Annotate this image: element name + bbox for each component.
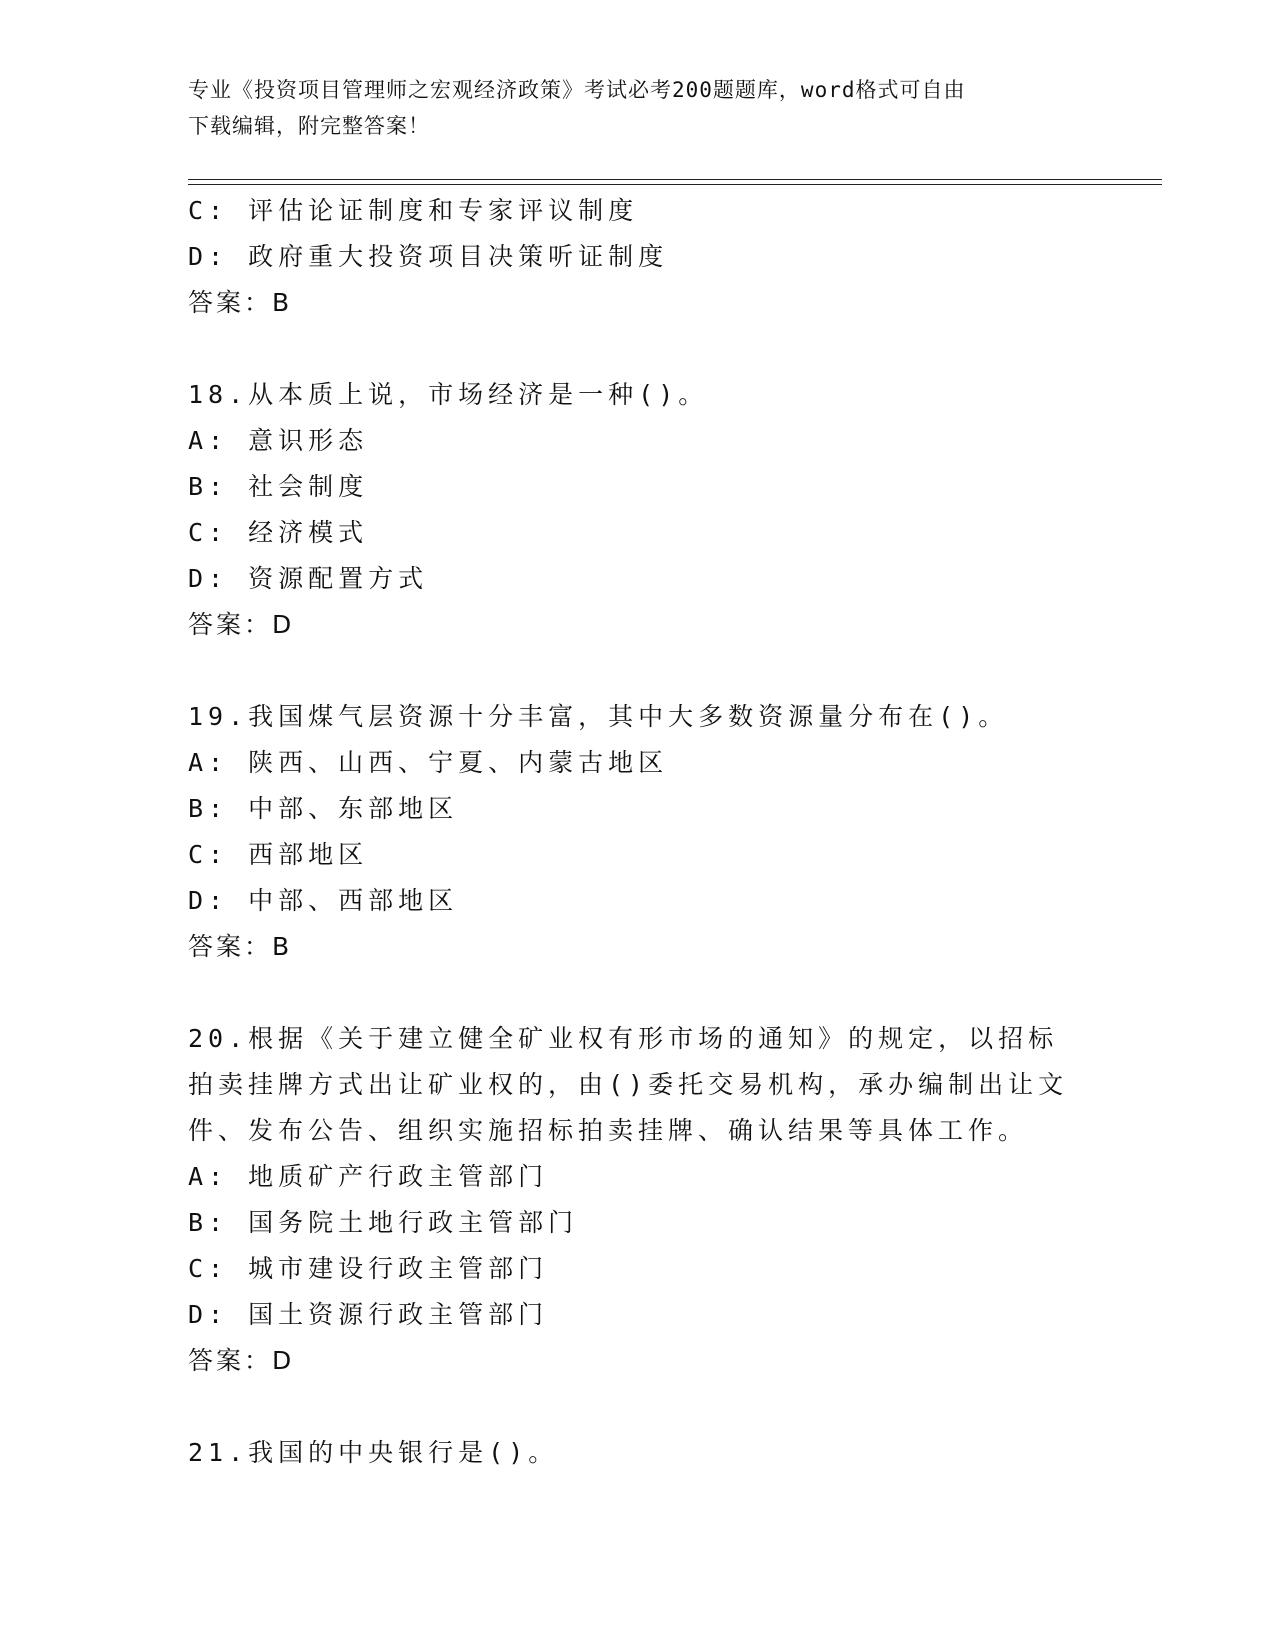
question-text: 20.根据《关于建立健全矿业权有形市场的通知》的规定，以招标拍卖挂牌方式出让矿业权的，由()委托交易机构，承办编制出让文件、发布公告、组织实施招标拍卖挂牌、确认结果等具体工作。 — [188, 1024, 1069, 1145]
spacer — [188, 970, 1088, 1016]
question-17-partial — [188, 188, 1088, 326]
question-19 — [188, 694, 1088, 970]
option-a: A: 地质矿产行政主管部门 — [188, 1162, 549, 1191]
answer-line: 答案：D — [188, 1346, 295, 1375]
answer-line: 答案：B — [188, 288, 293, 317]
option-a: A: 陕西、山西、宁夏、内蒙古地区 — [188, 748, 669, 777]
question-text: 18.从本质上说，市场经济是一种()。 — [188, 380, 709, 409]
question-18 — [188, 372, 1088, 648]
answer-line: 答案：D — [188, 610, 295, 639]
option-b: B: 中部、东部地区 — [188, 794, 459, 823]
answer-line: 答案：B — [188, 932, 293, 961]
option-d: D: 资源配置方式 — [188, 564, 429, 593]
option-a: A: 意识形态 — [188, 426, 369, 455]
document-header — [188, 72, 1088, 144]
option-d: D: 国土资源行政主管部门 — [188, 1300, 549, 1329]
question-text: 21.我国的中央银行是()。 — [188, 1438, 559, 1467]
option-d: D: 中部、西部地区 — [188, 886, 459, 915]
option-b: B: 国务院土地行政主管部门 — [188, 1208, 579, 1237]
header-line-2: 下载编辑，附完整答案！ — [188, 114, 430, 138]
option-d: D: 政府重大投资项目决策听证制度 — [188, 242, 669, 271]
header-divider-top — [188, 179, 1162, 180]
option-c: C: 评估论证制度和专家评议制度 — [188, 196, 639, 225]
option-b: B: 社会制度 — [188, 472, 369, 501]
option-c: C: 西部地区 — [188, 840, 369, 869]
option-c: C: 城市建设行政主管部门 — [188, 1254, 549, 1283]
question-text: 19.我国煤气层资源十分丰富，其中大多数资源量分布在()。 — [188, 702, 1009, 731]
question-21 — [188, 1430, 1088, 1476]
spacer — [188, 326, 1088, 372]
spacer — [188, 1384, 1088, 1430]
question-20 — [188, 1016, 1088, 1384]
header-line-1: 专业《投资项目管理师之宏观经济政策》考试必考200题题库，word格式可自由 — [188, 78, 966, 102]
spacer — [188, 648, 1088, 694]
header-divider-bottom — [188, 184, 1162, 185]
question-list — [188, 188, 1088, 1476]
option-c: C: 经济模式 — [188, 518, 369, 547]
